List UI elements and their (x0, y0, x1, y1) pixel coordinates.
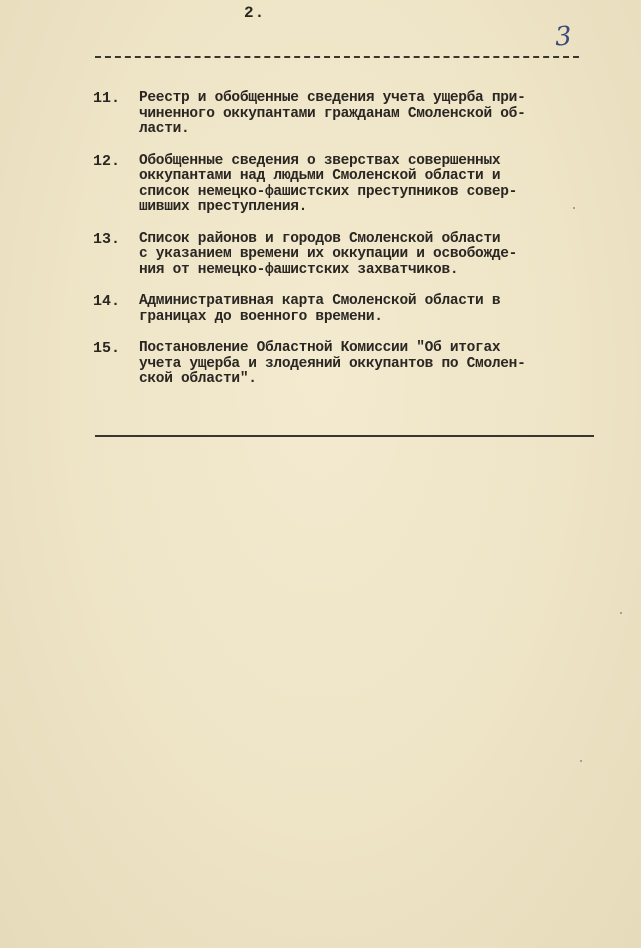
list-item-text: Обобщенные сведения о зверствах совершенных оккупантами над людьми Смоленской области и список немецко-фашистских преступников совер- шивших преступления. (139, 152, 518, 215)
paper-speck (620, 612, 622, 614)
list-item-number: 11. (93, 90, 121, 107)
list-item-number: 15. (93, 340, 121, 357)
bottom-divider (95, 435, 594, 437)
list-item (93, 154, 563, 216)
top-divider (95, 56, 579, 58)
list-item (93, 294, 563, 325)
list-item-text: Административная карта Смоленской области в границах до военного времени. (139, 293, 501, 325)
archive-sheet-number: 3 (553, 21, 573, 53)
document-list (93, 91, 563, 404)
list-item-number: 12. (93, 152, 121, 170)
list-item-text: Список районов и городов Смоленской области с указанием времени их оккупации и освобожде- ния от немецко-фашистских захватчиков. (139, 230, 518, 278)
list-item-text: Реестр и обобщенные сведения учета ущерба при- чиненного оккупантами гражданам Смоленской об- ласти. (139, 90, 526, 137)
list-item-number: 13. (93, 230, 121, 248)
page-number: 2. (244, 4, 266, 22)
list-item (93, 91, 563, 138)
paper-speck (573, 207, 575, 209)
list-item (93, 341, 563, 388)
list-item (93, 232, 563, 279)
list-item-text: Постановление Областной Комиссии "Об итогах учета ущерба и злодеяний оккупантов по Смолен- ской области". (139, 340, 526, 387)
paper-speck (580, 760, 582, 762)
list-item-number: 14. (93, 293, 121, 310)
